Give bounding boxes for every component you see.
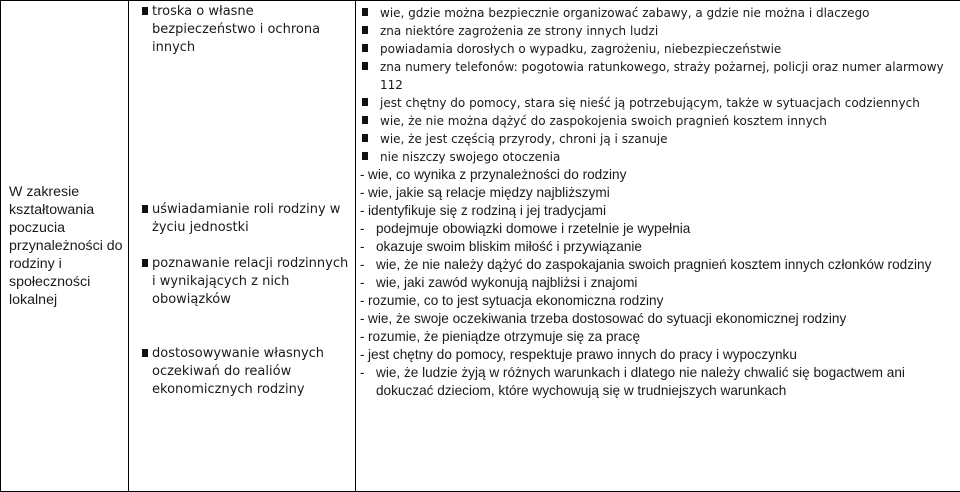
dash-marker: - bbox=[360, 293, 365, 308]
outcome-dash-item bbox=[360, 328, 956, 346]
outcome-text: podejmuje obowiązki domowe i rzetelnie je wypełnia bbox=[376, 221, 691, 236]
square-bullet-icon bbox=[362, 116, 368, 124]
topic-item bbox=[142, 345, 350, 399]
square-bullet-icon bbox=[142, 349, 148, 357]
topics-cell bbox=[129, 1, 356, 492]
topic-text: uświadamianie roli rodziny w życiu jednostki bbox=[152, 202, 341, 235]
outcome-text: jest chętny do pomocy, stara się nieść ją potrzebującym, także w sytuacjach codziennych bbox=[380, 96, 920, 110]
topic-text: troska o własne bezpieczeństwo i ochrona innych bbox=[152, 4, 321, 55]
outcome-dash-item bbox=[360, 184, 956, 202]
dash-outcomes bbox=[358, 166, 956, 400]
outcome-text: jest chętny do pomocy, respektuje prawo innych do pracy i wypoczynku bbox=[368, 347, 797, 362]
outcome-bullet-item bbox=[362, 112, 956, 130]
outcome-dash-item bbox=[360, 238, 956, 256]
outcome-text: wie, jakie są relacje między najbliższymi bbox=[368, 185, 610, 200]
dash-marker: - bbox=[360, 275, 365, 290]
outcome-bullet-item bbox=[362, 148, 956, 166]
category-cell bbox=[1, 1, 129, 492]
outcome-dash-item bbox=[360, 274, 956, 292]
category-label: W zakresie kształtowania poczucia przynależności do rodziny i społeczności lokalnej bbox=[9, 184, 123, 308]
outcome-text: powiadamia dorosłych o wypadku, zagrożeniu, niebezpieczeństwie bbox=[380, 42, 782, 56]
dash-marker: - bbox=[360, 347, 365, 362]
square-bullet-icon bbox=[362, 26, 368, 34]
dash-marker: - bbox=[360, 365, 365, 380]
topic-item bbox=[142, 255, 350, 309]
outcome-dash-item bbox=[360, 364, 956, 400]
topic-text: poznawanie relacji rodzinnych i wynikających z nich obowiązków bbox=[152, 256, 349, 307]
square-bullet-icon bbox=[142, 205, 148, 213]
outcome-text: rozumie, co to jest sytuacja ekonomiczna rodziny bbox=[368, 293, 664, 308]
outcome-text: wie, że ludzie żyją w różnych warunkach i dlatego nie należy chwalić się bogactwem ani dokuczać dzieciom, które wychowują się w trudniejszych warunkach bbox=[376, 365, 905, 398]
topic-item bbox=[142, 201, 350, 237]
outcome-bullet-item bbox=[362, 94, 956, 112]
topic-text: dostosowywanie własnych oczekiwań do realiów ekonomicznych rodziny bbox=[152, 346, 325, 397]
square-bullet-icon bbox=[362, 134, 368, 142]
outcome-bullet-item bbox=[362, 22, 956, 40]
square-bullet-icon bbox=[362, 8, 368, 16]
topics-list bbox=[129, 1, 355, 491]
outcome-bullet-item bbox=[362, 40, 956, 58]
square-bullet-icon bbox=[142, 7, 148, 15]
outcome-dash-item bbox=[360, 346, 956, 364]
square-bullet-icon bbox=[362, 44, 368, 52]
square-bullet-icon bbox=[142, 259, 148, 267]
outcomes-cell bbox=[356, 1, 960, 492]
outcome-dash-item bbox=[360, 256, 956, 274]
outcome-text: wie, jaki zawód wykonują najbliżsi i znajomi bbox=[376, 275, 638, 290]
outcome-text: wie, gdzie można bezpiecznie organizować zabawy, a gdzie nie można i dlaczego bbox=[380, 6, 870, 20]
outcome-dash-item bbox=[360, 166, 956, 184]
dash-marker: - bbox=[360, 203, 365, 218]
outcome-text: wie, że nie można dążyć do zaspokojenia swoich pragnień kosztem innych bbox=[380, 114, 827, 128]
table-row bbox=[1, 1, 960, 492]
dash-marker: - bbox=[360, 257, 365, 272]
outcome-bullet-item bbox=[362, 4, 956, 22]
dash-marker: - bbox=[360, 221, 365, 236]
dash-marker: - bbox=[360, 185, 365, 200]
outcome-text: identyfikuje się z rodziną i jej tradycjami bbox=[368, 203, 606, 218]
outcome-text: zna niektóre zagrożenia ze strony innych ludzi bbox=[380, 24, 659, 38]
outcomes-list bbox=[356, 1, 960, 400]
square-bullet-icon bbox=[362, 98, 368, 106]
outcome-text: rozumie, że pieniądze otrzymuje się za pracę bbox=[368, 329, 641, 344]
outcome-text: wie, że jest częścią przyrody, chroni ją i szanuje bbox=[380, 132, 668, 146]
dash-marker: - bbox=[360, 167, 365, 182]
outcome-dash-item bbox=[360, 292, 956, 310]
outcome-bullet-item bbox=[362, 130, 956, 148]
outcome-text: wie, co wynika z przynależności do rodziny bbox=[368, 167, 627, 182]
dash-marker: - bbox=[360, 311, 365, 326]
outcome-text: wie, że swoje oczekiwania trzeba dostosować do sytuacji ekonomicznej rodziny bbox=[368, 311, 847, 326]
outcome-text: okazuje swoim bliskim miłość i przywiązanie bbox=[376, 239, 642, 254]
dash-marker: - bbox=[360, 239, 365, 254]
bullet-outcomes bbox=[358, 4, 956, 166]
square-bullet-icon bbox=[362, 62, 368, 70]
square-bullet-icon bbox=[362, 152, 368, 160]
outcome-dash-item bbox=[360, 220, 956, 238]
dash-marker: - bbox=[360, 329, 365, 344]
outcome-dash-item bbox=[360, 202, 956, 220]
outcome-text: zna numery telefonów: pogotowia ratunkowego, straży pożarnej, policji oraz numer alarmowy 112 bbox=[380, 60, 944, 92]
outcome-dash-item bbox=[360, 310, 956, 328]
outcome-text: wie, że nie należy dążyć do zaspokajania swoich pragnień kosztem innych członków rodziny bbox=[376, 257, 932, 272]
outcome-text: nie niszczy swojego otoczenia bbox=[380, 150, 561, 164]
outcome-bullet-item bbox=[362, 58, 956, 94]
topic-item bbox=[142, 3, 350, 57]
